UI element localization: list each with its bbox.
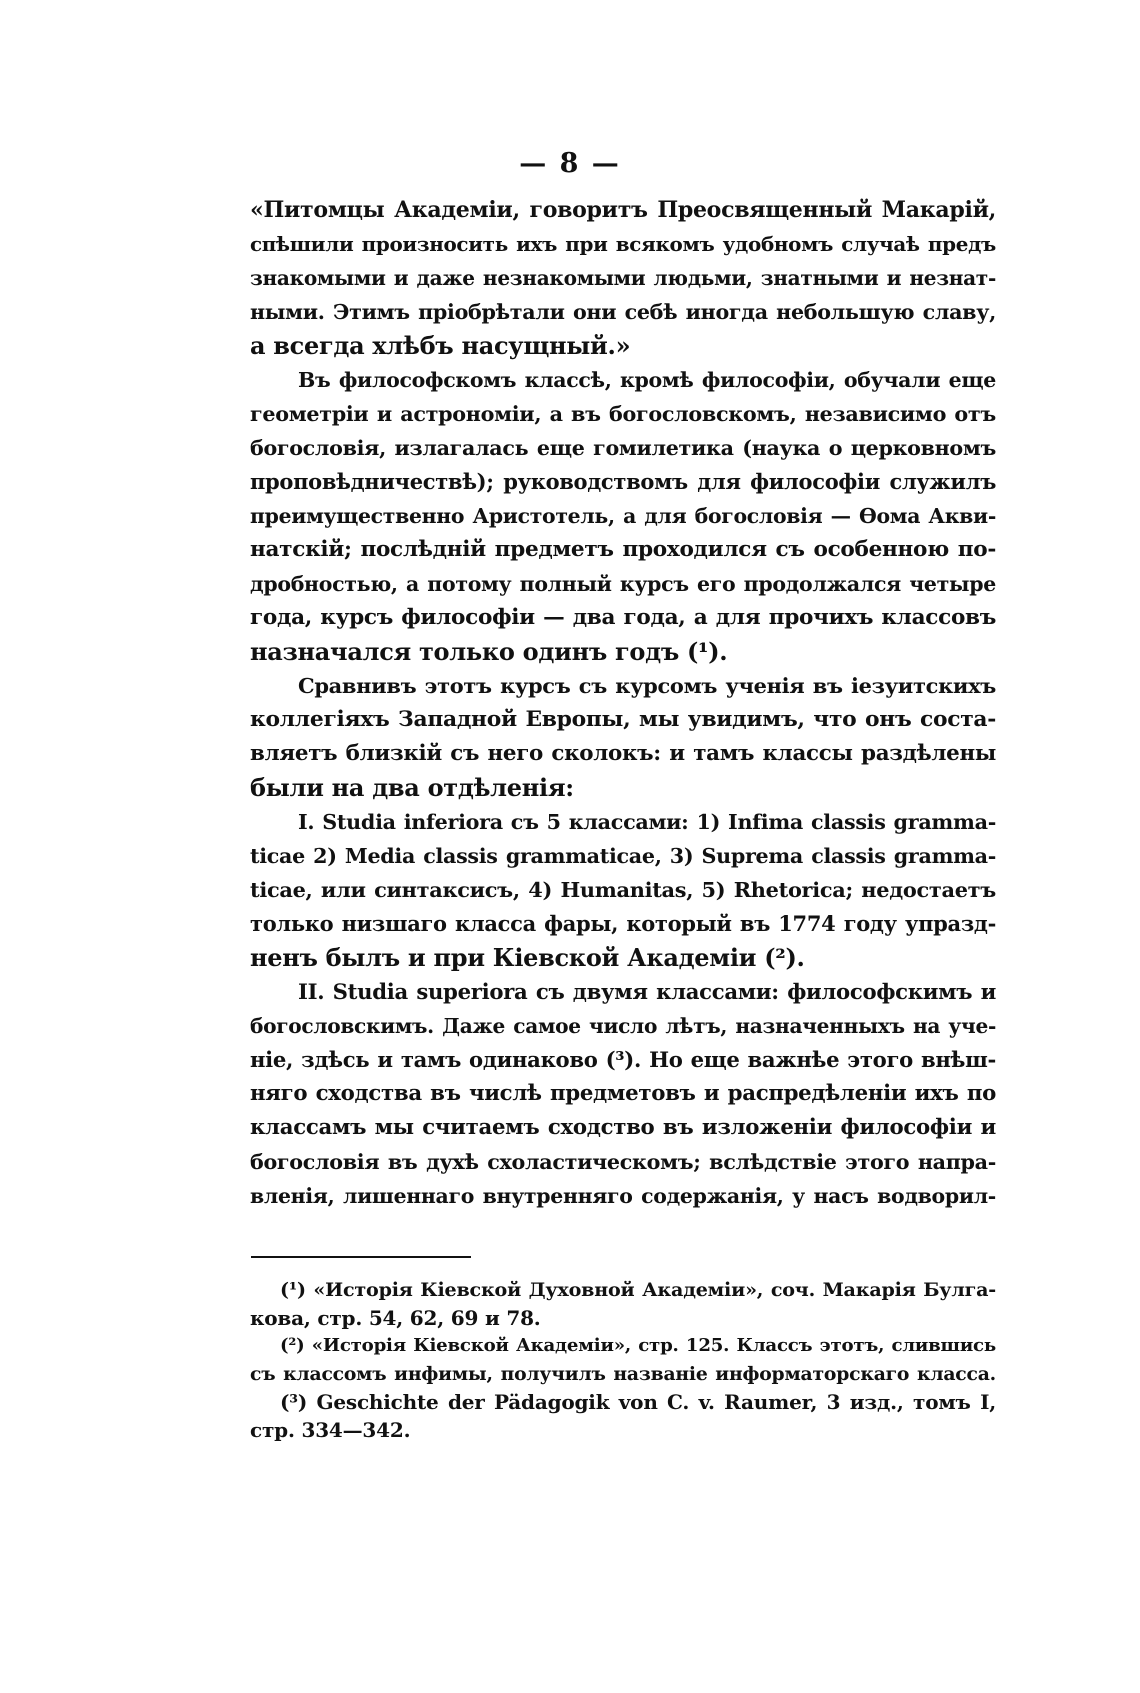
text-line: ными. Этимъ пріобрѣтали они себѣ иногда небольшую славу,: [250, 300, 996, 324]
footnote-line: (¹) «Исторія Кіевской Духовной Академіи», соч. Макарія Булга-: [280, 1278, 996, 1301]
text-line: «Питомцы Академіи, говоритъ Преосвященный Макарій,: [250, 197, 996, 223]
text-line: а всегда хлѣбъ насущный.»: [250, 331, 631, 360]
text-line: назначался только одинъ годъ (¹).: [250, 637, 728, 666]
text-line: только низшаго класса фары, который въ 1774 году упразд-: [250, 911, 996, 936]
text-line: богословія въ духѣ схоластическомъ; вслѣдствіе этого напра-: [250, 1150, 996, 1174]
text-line: ticae, или синтаксисъ, 4) Humanitas, 5) Rhetorica; недостаетъ: [250, 877, 996, 902]
text-line: I. Studia inferiora съ 5 классами: 1) Infima classis gramma-: [298, 810, 996, 834]
footnote-line: (²) «Исторія Кіевской Академіи», стр. 125. Классъ этотъ, слившись: [280, 1335, 996, 1356]
text-line: геометріи и астрономіи, а въ богословскомъ, независимо отъ: [250, 402, 996, 426]
footnote-line: стр. 334—342.: [250, 1418, 411, 1442]
footnote-divider: [251, 1256, 471, 1258]
text-line: вляетъ близкій съ него сколокъ: и тамъ классы раздѣлены: [250, 741, 996, 766]
footnote-line: кова, стр. 54, 62, 69 и 78.: [250, 1306, 541, 1330]
text-line: классамъ мы считаемъ сходство въ изложеніи философіи и: [250, 1115, 996, 1140]
text-line: коллегіяхъ Западной Европы, мы увидимъ, что онъ соста-: [250, 707, 996, 732]
footnotes: [250, 1276, 996, 1444]
main-text: [250, 193, 996, 1213]
text-line: спѣшили произносить ихъ при всякомъ удобномъ случаѣ предъ: [250, 232, 996, 256]
page-number: — 8 —: [519, 148, 621, 179]
text-line: ticae 2) Media classis grammaticae, 3) Suprema classis gramma-: [250, 844, 996, 868]
text-line: проповѣдничествѣ); руководствомъ для философіи служилъ: [250, 469, 996, 494]
footnote-line: (³) Geschichte der Pädagogik von C. v. Raumer, 3 изд., томъ I,: [280, 1390, 996, 1414]
text-line: богословія, излагалась еще гомилетика (наука о церковномъ: [250, 436, 996, 460]
text-line: II. Studia superiora съ двумя классами: философскимъ и: [298, 979, 996, 1004]
text-line: преимущественно Аристотель, а для богословія — Ѳома Акви-: [250, 504, 996, 528]
text-line: богословскимъ. Даже самое число лѣтъ, назначенныхъ на уче-: [250, 1014, 996, 1038]
text-line: ненъ былъ и при Кіевской Академіи (²).: [250, 943, 805, 972]
text-line: были на два отдѣленія:: [250, 773, 574, 802]
text-line: ніе, здѣсь и тамъ одинаково (³). Но еще важнѣе этого внѣш-: [250, 1047, 996, 1072]
text-line: Сравнивъ этотъ курсъ съ курсомъ ученія въ іезуитскихъ: [298, 673, 996, 698]
text-line: знакомыми и даже незнакомыми людьми, знатными и незнат-: [250, 266, 996, 290]
text-line: вленія, лишеннаго внутренняго содержанія, у насъ водворил-: [250, 1184, 996, 1208]
text-line: натскій; послѣдній предметъ проходился съ особенною по-: [250, 537, 996, 562]
text-line: года, курсъ философіи — два года, а для прочихъ классовъ: [250, 605, 996, 630]
footnote-line: съ классомъ инфимы, получилъ названіе информаторскаго класса.: [250, 1363, 996, 1385]
text-line: няго сходства въ числѣ предметовъ и распредѣленіи ихъ по: [250, 1081, 996, 1106]
text-line: дробностью, а потому полный курсъ его продолжался четыре: [250, 572, 996, 596]
text-line: Въ философскомъ классѣ, кромѣ философіи, обучали еще: [298, 368, 996, 392]
